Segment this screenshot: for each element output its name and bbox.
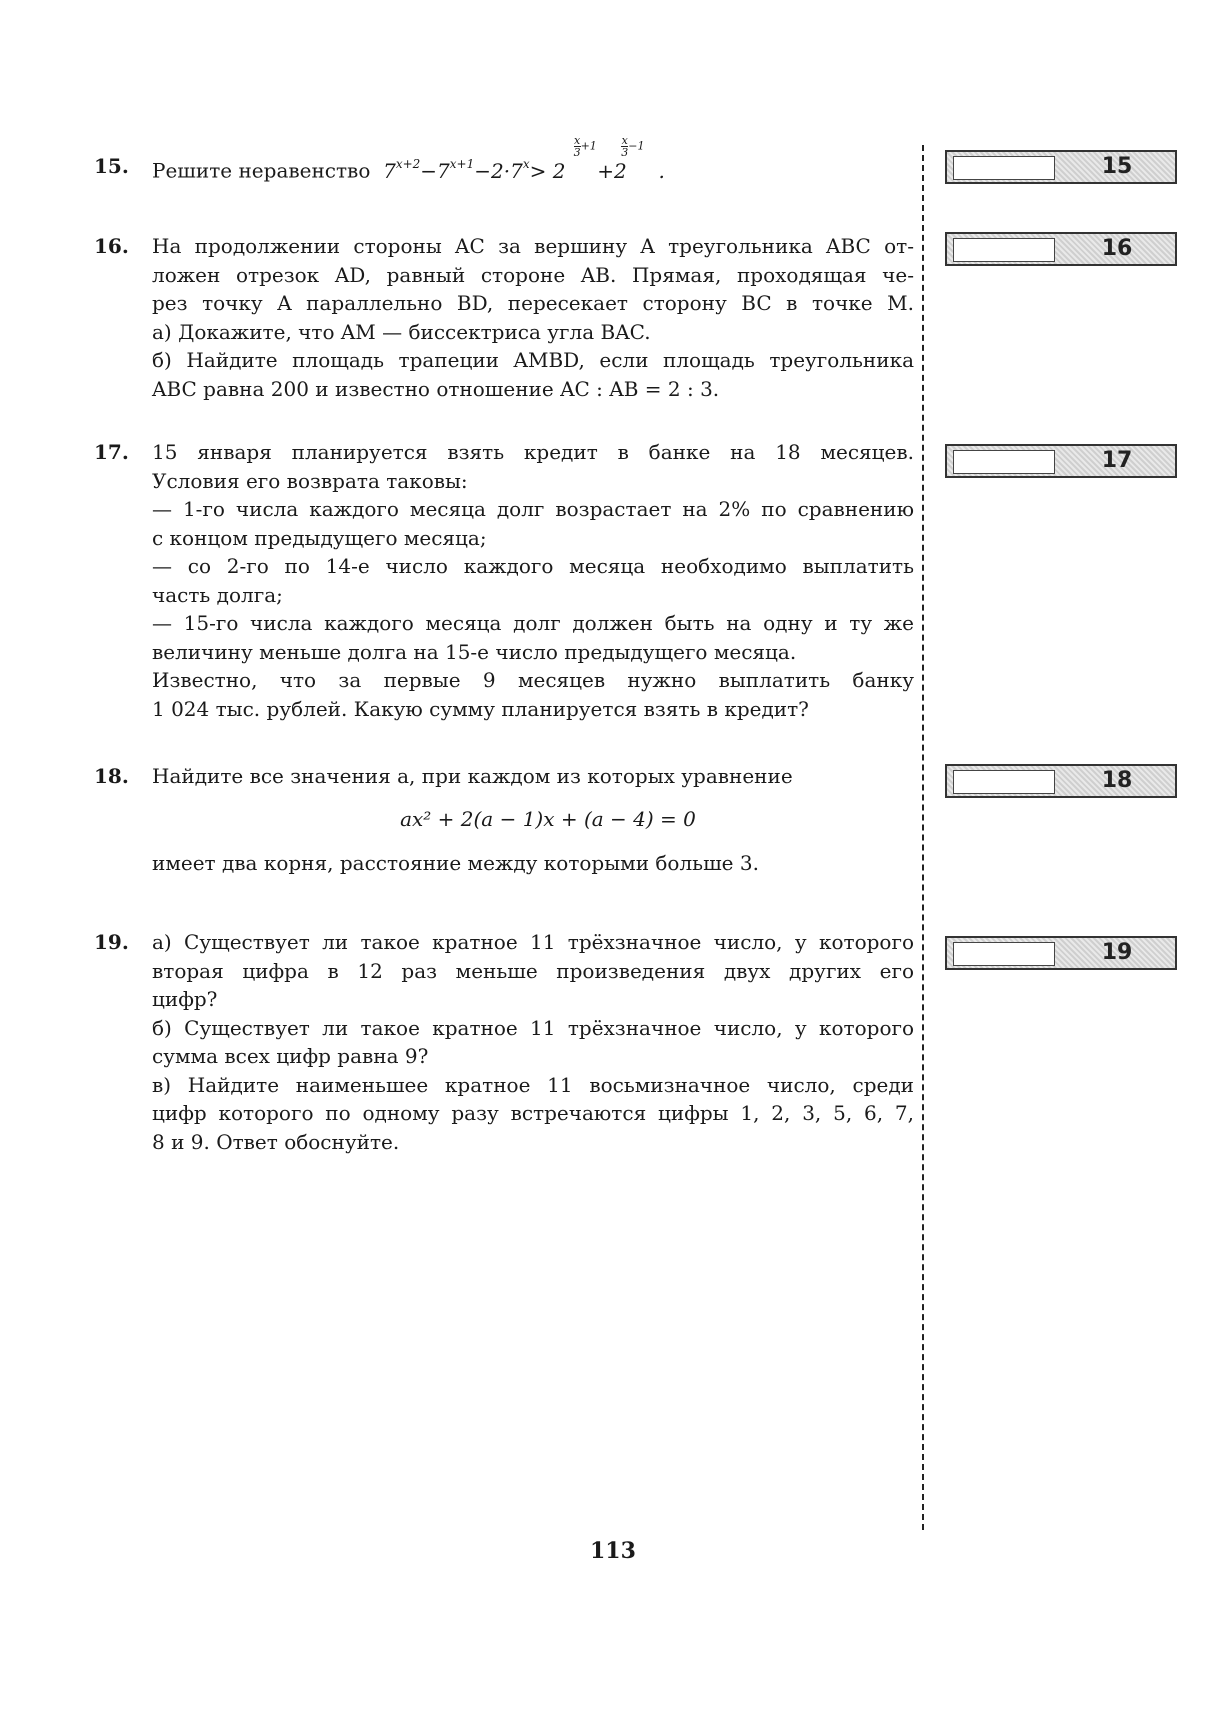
answer-input-19[interactable] [953, 942, 1055, 966]
tower-exponent-1 [574, 135, 597, 158]
term-minus-7: −7 [420, 158, 450, 183]
text-line: Условия его возврата таковы: [152, 468, 468, 493]
answer-box-17 [945, 444, 1177, 478]
frac-rest: +1 [580, 139, 597, 153]
inequality-formula [377, 133, 665, 183]
text-line: ложен отрезок AD, равный стороне AB. Прямая, проходящая че- [152, 262, 914, 287]
problem-number: 15. [94, 154, 129, 178]
frac-rest: −1 [628, 139, 645, 153]
problem-text [152, 133, 914, 185]
text-line: а) Существует ли такое кратное 11 трёхзначное число, у которого [152, 930, 914, 954]
frac-num: x [621, 133, 628, 147]
problem-18 [94, 762, 914, 878]
text-line: 1 024 тыс. рублей. Какую сумму планируется взять в кредит? [152, 696, 809, 721]
problem-17 [94, 438, 914, 723]
answer-box-label: 17 [1101, 448, 1133, 473]
period: . [658, 158, 665, 183]
answer-box-label: 15 [1101, 154, 1133, 179]
answer-box-15 [945, 150, 1177, 184]
text-line: На продолжении стороны AC за вершину A треугольника ABC от- [152, 234, 914, 258]
power-of-two-1 [529, 133, 597, 186]
equation: ax² + 2(a − 1)x + (a − 4) = 0 [400, 806, 696, 831]
answer-box-label: 16 [1101, 236, 1133, 261]
problem-prefix: Решите неравенство [152, 158, 371, 183]
problem-16 [94, 232, 914, 403]
problem-number: 18. [94, 764, 129, 788]
text-line: цифр? [152, 987, 218, 1011]
text-line: в) Найдите наименьшее кратное 11 восьмизначное число, среди [152, 1072, 914, 1097]
exponent-b: x+1 [449, 157, 475, 171]
answer-input-15[interactable] [953, 156, 1055, 180]
frac-den: 3 [573, 145, 581, 159]
answer-box-19 [945, 936, 1177, 970]
text-line: 15 января планируется взять кредит в банке на 18 месяцев. [152, 440, 914, 464]
text-line: величину меньше долга на 15-е число предыдущего месяца. [152, 639, 797, 664]
text-line: вторая цифра в 12 раз меньше произведения двух других его [152, 958, 914, 983]
frac-num: x [573, 133, 581, 147]
answer-box-18 [945, 764, 1177, 798]
tower-exponent-2 [621, 135, 644, 158]
text-line: имеет два корня, расстояние между которыми больше 3. [152, 851, 759, 875]
text-line: — со 2-го по 14-е число каждого месяца необходимо выплатить [152, 554, 914, 578]
problem-number: 17. [94, 440, 129, 464]
text-line: — 1-го числа каждого месяца долг возрастает на 2% по сравнению [152, 497, 914, 521]
answer-input-18[interactable] [953, 770, 1055, 794]
exponent-c: x [522, 157, 530, 171]
margin-dashed-line [922, 145, 924, 1530]
text-line: — 15-го числа каждого месяца долг должен быть на одну и ту же [152, 611, 914, 635]
text-line: б) Найдите площадь трапеции AMBD, если площадь треугольника [152, 348, 914, 372]
power-of-two-2 [597, 133, 645, 186]
answer-box-label: 19 [1101, 940, 1133, 965]
problem-number: 19. [94, 930, 129, 954]
text-line: а) Докажите, что AM — биссектриса угла BAC. [152, 319, 651, 344]
text-line: цифр которого по одному разу встречаются цифры 1, 2, 3, 5, 6, 7, [152, 1101, 914, 1125]
problem-number: 16. [94, 234, 129, 258]
base-7a: 7 [383, 158, 396, 183]
text-line: 8 и 9. Ответ обоснуйте. [152, 1129, 400, 1154]
frac-den: 3 [621, 145, 629, 159]
text-line: сумма всех цифр равна 9? [152, 1044, 429, 1068]
answer-box-16 [945, 232, 1177, 266]
text-line: рез точку A параллельно BD, пересекает сторону BC в точке M. [152, 291, 914, 315]
answer-input-17[interactable] [953, 450, 1055, 474]
greater-than-2: > 2 [529, 158, 566, 183]
text-line: Известно, что за первые 9 месяцев нужно выплатить банку [152, 668, 914, 692]
answer-box-label: 18 [1101, 768, 1133, 793]
page-number: 113 [590, 1538, 636, 1564]
text-line: с концом предыдущего месяца; [152, 525, 487, 550]
text-line: б) Существует ли такое кратное 11 трёхзначное число, у которого [152, 1015, 914, 1040]
exponent-a: x+2 [395, 157, 421, 171]
plus-2: +2 [597, 158, 627, 183]
text-line: Найдите все значения a, при каждом из которых уравнение [152, 764, 793, 788]
problem-15 [94, 133, 914, 185]
term-minus-2x7: −2·7 [474, 158, 523, 183]
text-line: ABC равна 200 и известно отношение AC : AB = 2 : 3. [152, 376, 720, 401]
problem-19 [94, 928, 914, 1156]
text-line: часть долга; [152, 582, 283, 607]
answer-input-16[interactable] [953, 238, 1055, 262]
